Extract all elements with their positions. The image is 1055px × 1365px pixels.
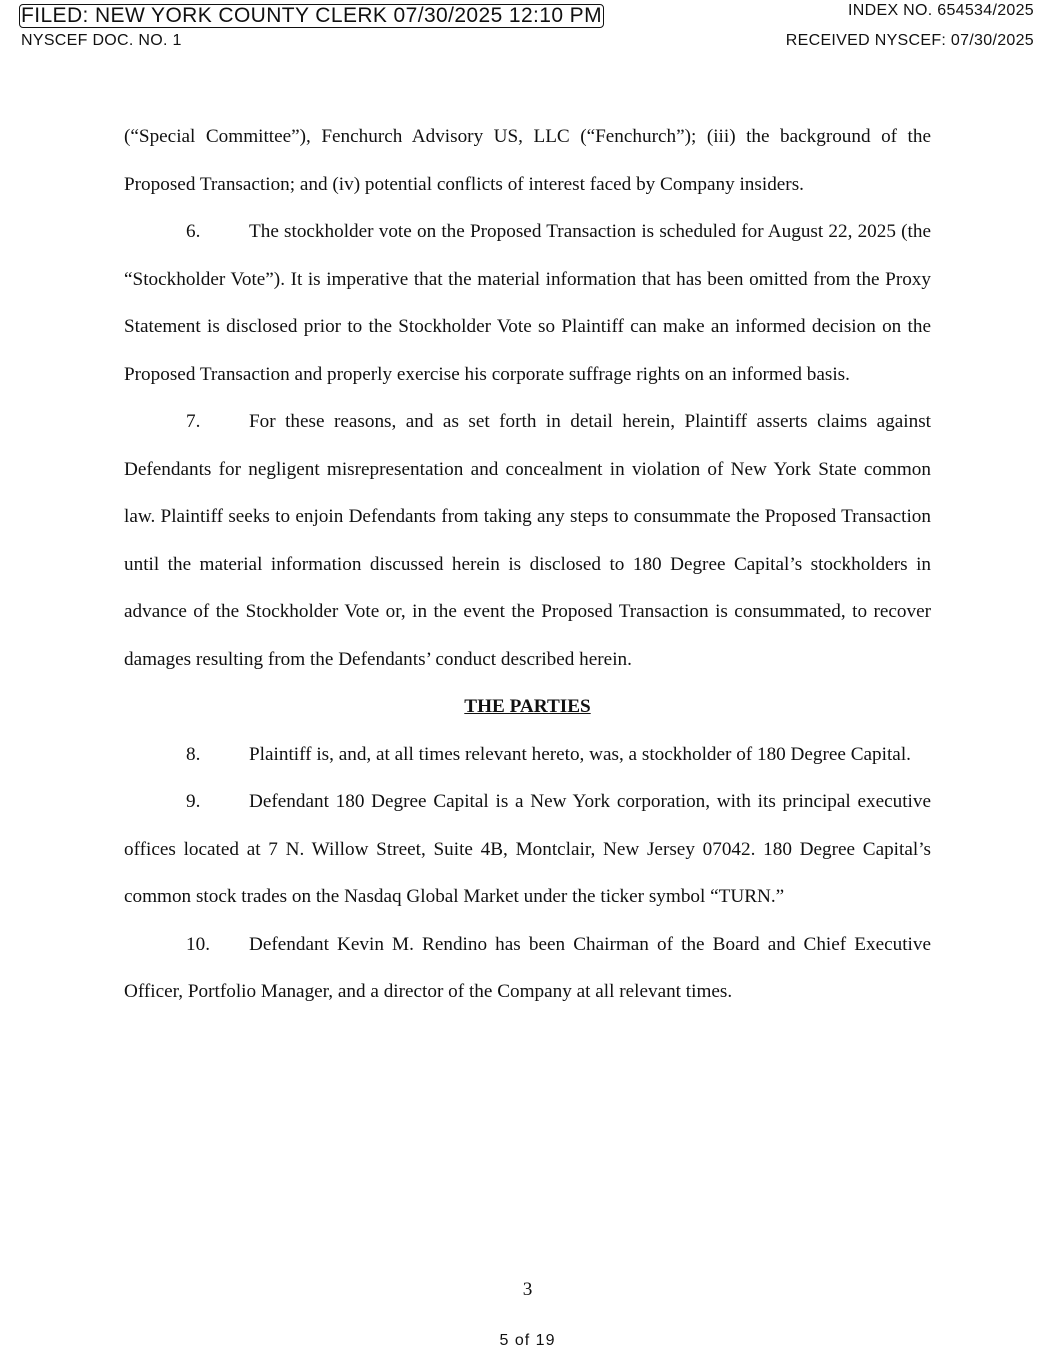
paragraph-number: 9. [186, 791, 201, 812]
nyscef-doc-number: NYSCEF DOC. NO. 1 [21, 32, 182, 49]
paragraph-number-gutter [124, 731, 249, 779]
paragraph-number-gutter [124, 208, 249, 256]
paragraph-number-gutter [124, 398, 249, 446]
filed-stamp: FILED: NEW YORK COUNTY CLERK 07/30/2025 12:10 PM [21, 4, 602, 27]
paragraph-7 [124, 398, 931, 683]
paragraph-number-gutter [124, 921, 249, 969]
paragraph-text: Defendant Kevin M. Rendino has been Chairman of the Board and Chief Executive Officer, Portfolio Manager, and a director of the Company at all relevant times. [124, 933, 931, 1002]
paragraph-number: 7. [186, 411, 201, 432]
continuation-paragraph: (“Special Committee”), Fenchurch Advisory US, LLC (“Fenchurch”); (iii) the background of the Proposed Transaction; and (iv) potential conflicts of interest faced by Company insiders. [124, 126, 931, 195]
page-counter: 5 of 19 [499, 1332, 556, 1349]
page-number: 3 [522, 1279, 533, 1300]
paragraph-10 [124, 921, 931, 1016]
section-heading: THE PARTIES [464, 696, 591, 717]
paragraph-text: Defendant 180 Degree Capital is a New York corporation, with its principal executive offices located at 7 N. Willow Street, Suite 4B, Montclair, New Jersey 07042. 180 Degree Capital’s common stock trades on the Nasdaq Global Market under the ticker symbol “TURN.” [124, 791, 931, 907]
paragraph-number-gutter [124, 778, 249, 826]
index-number: INDEX NO. 654534/2025 [848, 2, 1034, 19]
document-body [124, 113, 931, 1016]
paragraph-text: The stockholder vote on the Proposed Transaction is scheduled for August 22, 2025 (the “Stockholder Vote”). It is imperative that the material information that has been omitted from the Proxy Statement is disclosed prior to the Stockholder Vote so Plaintiff can make an informed decision on the Proposed Transaction and properly exercise his corporate suffrage rights on an informed basis. [124, 221, 931, 385]
received-date: RECEIVED NYSCEF: 07/30/2025 [785, 32, 1034, 49]
paragraph-number: 6. [186, 221, 201, 242]
paragraph-number: 10. [186, 933, 210, 955]
paragraph-text: Plaintiff is, and, at all times relevant hereto, was, a stockholder of 180 Degree Capital. [249, 743, 911, 765]
paragraph-text: For these reasons, and as set forth in detail herein, Plaintiff asserts claims against Defendants for negligent misrepresentation and concealment in violation of New York State common law. Plaintiff seeks to enjoin Defendants from taking any steps to consummate the Proposed Transaction until the material information discussed herein is disclosed to 180 Degree Capital’s stockholders in advance of the Stockholder Vote or, in the event the Proposed Transaction is consummated, to recover damages resulting from the Defendants’ conduct described herein. [124, 411, 931, 670]
paragraph-9 [124, 778, 931, 921]
paragraph-8 [124, 731, 931, 779]
paragraph-number: 8. [186, 743, 201, 765]
paragraph-6 [124, 208, 931, 398]
